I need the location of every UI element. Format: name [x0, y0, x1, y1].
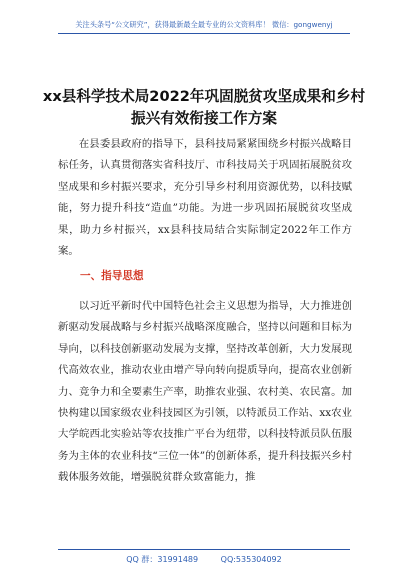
page-footer: [0, 552, 408, 568]
section-body-paragraph: 以习近平新时代中国特色社会主义思想为指导，大力推进创新驱动发展战略与乡村振兴战略深度融合，坚持以问题和目标为导向，以科技创新驱动发展为支撑，坚持改革创新，大力发展现代高效农业，推动农业由增产导向转向提质导向，提高农业创新力、竞争力和全要素生产率，助推农业强、农村美、农民富。加快构建以国家级农业科技园区为引领，以特派员工作站、xx农业大学皖西北实验站等农技推广平台为纽带，以科技特派员队伍服务为主体的农业科技“三位一体”的创新体系，提升科技振兴乡村载体服务效能，增强脱贫群众致富能力，推: [58, 300, 352, 484]
header-promo-text: 关注头条号“公文研究”，获得最新最全最专业的公文资料库！ 微信：gongwenyj: [75, 20, 333, 29]
section-heading-guiding-ideology: 一、指导思想: [80, 270, 144, 282]
page-header: [58, 18, 350, 34]
footer-qq-group: QQ 群：31991489: [126, 555, 199, 564]
intro-paragraph: 在县委县政府的指导下，县科技局紧紧围绕乡村振兴战略目标任务，认真贯彻落实省科技厅、市科技局关于巩固拓展脱贫攻坚成果和乡村振兴要求，充分引导乡村利用资源优势，以科技赋能，努力提升科技“造血”功能。为进一步巩固拓展脱贫攻坚成果，助力乡村振兴，xx县科技局结合实际制定2022年工作方案。: [58, 138, 352, 258]
document-title: xx县科学技术局2022年巩固脱贫攻坚成果和乡村振兴有效衔接工作方案: [42, 88, 366, 127]
footer-divider: [58, 549, 350, 550]
footer-qq-contact: QQ:535304092: [220, 555, 282, 564]
